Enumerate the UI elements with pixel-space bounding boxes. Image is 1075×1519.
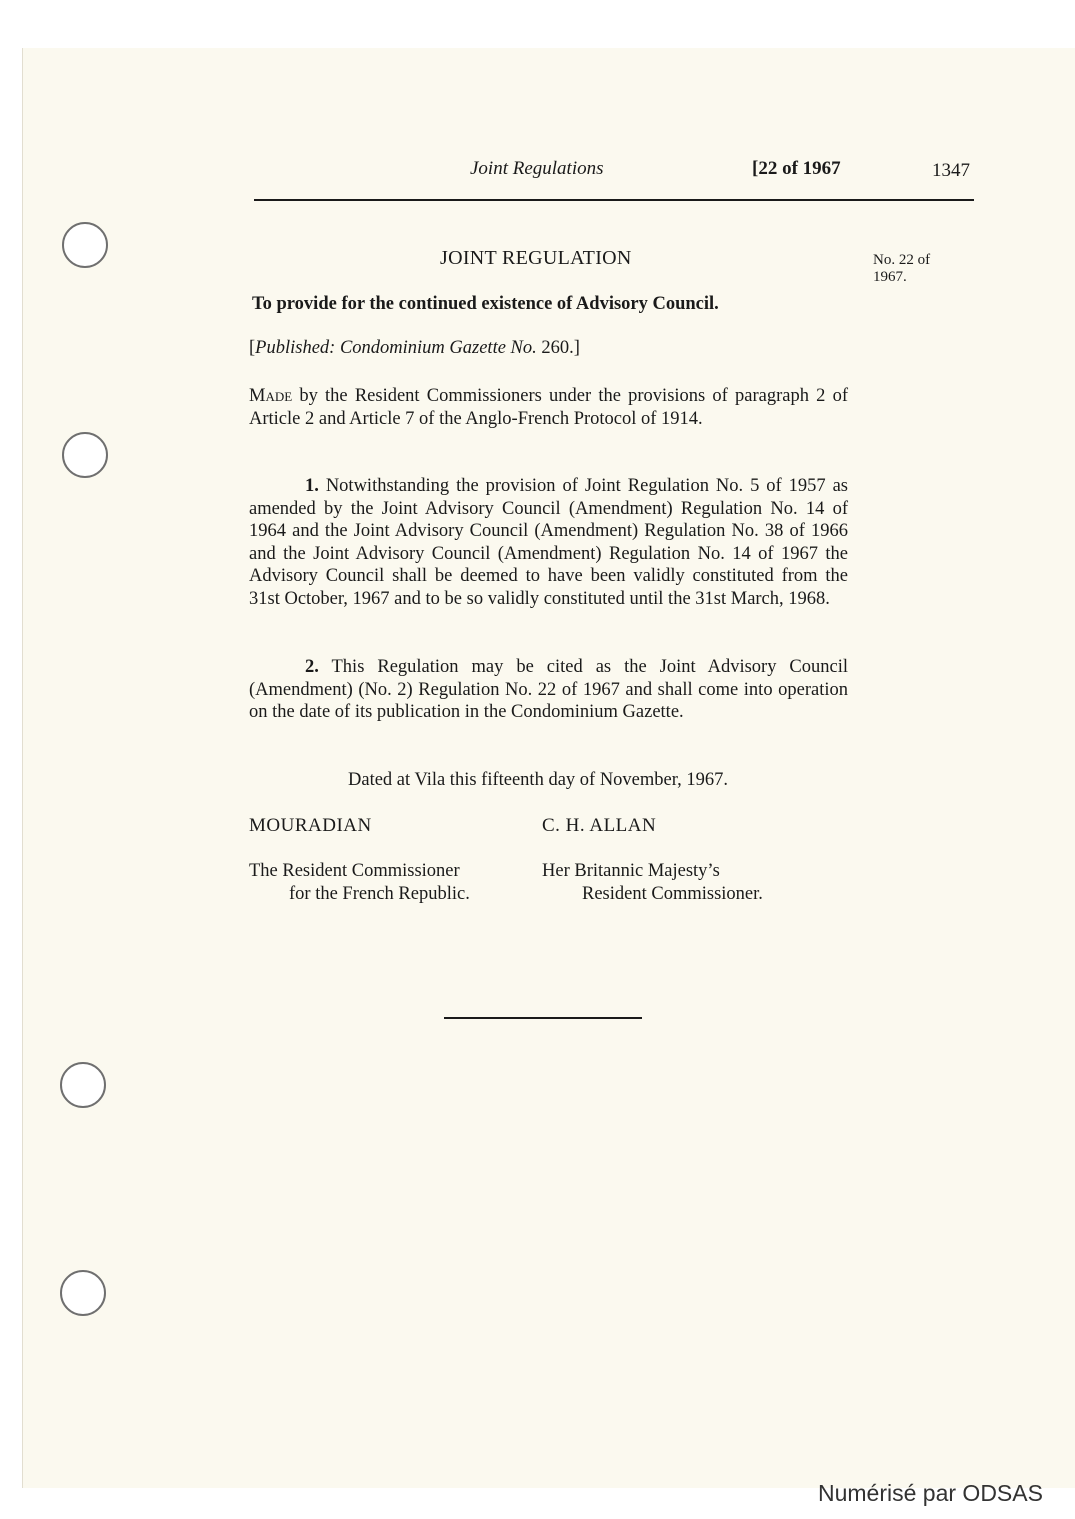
document-heading: JOINT REGULATION	[440, 247, 632, 269]
publication-open-bracket: [	[249, 338, 256, 358]
binder-hole	[62, 432, 108, 478]
signatory-title-line: Resident Commissioner.	[582, 884, 763, 904]
section-text: This Regulation may be cited as the Joint Advisory Council (Amendment) (No. 2) Regulation No. 22 of 1967 and shall come into operation on the date of its publication in the Condominium Gazette.	[249, 657, 848, 723]
preamble-lead: Made	[249, 386, 293, 406]
header-rule	[254, 199, 974, 201]
binder-hole	[60, 1270, 106, 1316]
binder-hole	[62, 222, 108, 268]
page-number: 1347	[932, 160, 970, 181]
dated-line: Dated at Vila this fifteenth day of November, 1967.	[348, 770, 729, 790]
page-edge	[22, 48, 23, 1488]
section-text: Notwithstanding the provision of Joint Regulation No. 5 of 1957 as amended by the Joint Advisory Council (Amendment) Regulation No. 14 of 1964 and the Joint Advisory Council (Amendment) Regulation No. 38 of 1966 and the Joint Advisory Council (Amendment) Regulation No. 14 of 1967 the Advisory Council shall be deemed to have been validly constituted from the 31st October, 1967 and to be so validly constituted until the 31st March, 1968.	[249, 476, 848, 609]
signatory-title-french	[249, 860, 470, 906]
closing-rule	[444, 1017, 642, 1019]
running-title: Joint Regulations	[470, 158, 604, 179]
signatory-title-line: The Resident Commissioner	[249, 861, 460, 881]
signatory-title-line: for the French Republic.	[289, 884, 470, 904]
publication-number: 260.]	[536, 338, 580, 358]
section-1	[249, 475, 848, 611]
preamble-paragraph	[249, 385, 848, 430]
digitization-watermark: Numérisé par ODSAS	[818, 1480, 1043, 1506]
document-subtitle: To provide for the continued existence of Advisory Council.	[252, 294, 719, 314]
section-number: 1.	[305, 476, 319, 496]
signatory-title-line: Her Britannic Majesty’s	[542, 861, 720, 881]
signatory-name-british: C. H. ALLAN	[542, 815, 657, 836]
signatory-title-british	[542, 860, 763, 906]
signatory-name-french: MOURADIAN	[249, 815, 372, 836]
regulation-reference: [22 of 1967	[752, 158, 841, 179]
publication-label: Published: Condominium Gazette No.	[255, 338, 537, 358]
section-2	[249, 656, 848, 724]
publication-note	[249, 338, 580, 359]
section-number: 2.	[305, 657, 319, 677]
preamble-text: by the Resident Commissioners under the provisions of paragraph 2 of Article 2 and Article 7 of the Anglo-French Protocol of 1914.	[249, 386, 848, 429]
binder-hole	[60, 1062, 106, 1108]
margin-note: No. 22 of 1967.	[873, 252, 931, 285]
